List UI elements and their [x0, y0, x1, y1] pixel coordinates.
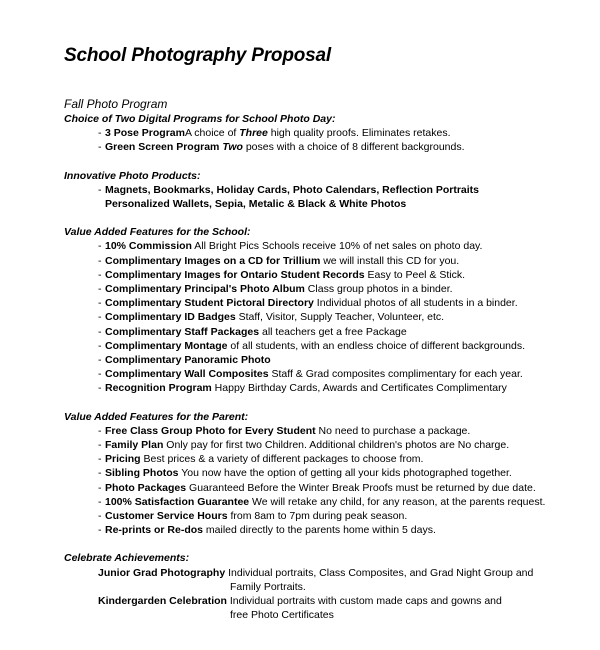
list-item: - Recognition Program Happy Birthday Cards, Awards and Certificates Complimentary: [98, 382, 507, 395]
item-term: Family Plan: [105, 439, 164, 452]
item-term: Complimentary Principal's Photo Album: [105, 283, 305, 296]
parent-features-list: [64, 424, 584, 538]
item-description: from 8am to 7pm during peak season.: [227, 510, 408, 523]
list-item: - Re-prints or Re-dos mailed directly to the parents home within 5 days.: [98, 524, 436, 537]
item-term: 10% Commission: [105, 240, 192, 253]
item-term: Free Class Group Photo for Every Student: [105, 424, 316, 437]
achievements-list: [64, 566, 584, 623]
item-term: Green Screen Program: [105, 141, 220, 154]
item-term: 3 Pose Program: [105, 127, 185, 140]
item-description: No need to purchase a package.: [315, 424, 471, 437]
list-item: - Photo Packages Guaranteed Before the Winter Break Proofs must be returned by due date.: [98, 481, 536, 494]
item-description: Individual portraits, Class Composites, and Grad Night Group and: [225, 566, 534, 579]
school-features-list: [64, 239, 584, 395]
item-description: Individual photos of all students in a binder.: [313, 297, 518, 310]
item-term: Complimentary Images on a CD for Trillium: [105, 254, 321, 267]
item-term: Complimentary Student Pictoral Directory: [105, 297, 314, 310]
item-term: Recognition Program: [105, 382, 212, 395]
list-item: - 10% Commission All Bright Pics Schools receive 10% of net sales on photo day.: [98, 240, 483, 253]
list-item: - Complimentary Student Pictoral Directory Individual photos of all students in a binder.: [98, 297, 518, 310]
item-description: Staff, Visitor, Supply Teacher, Volunteer, etc.: [235, 311, 445, 324]
parent-features-heading: Value Added Features for the Parent:: [64, 410, 249, 423]
list-item: - Complimentary Images for Ontario Student Records Easy to Peel & Stick.: [98, 268, 466, 281]
item-term: Complimentary ID Badges: [105, 311, 236, 324]
item-term: Complimentary Montage: [105, 339, 228, 352]
item-term: Pricing: [105, 453, 141, 466]
achievements-heading: Celebrate Achievements:: [64, 552, 190, 565]
list-item: - 3 Pose ProgramA choice of Three high quality proofs. Eliminates retakes.: [98, 127, 451, 140]
list-item: - Complimentary Montage of all students, with an endless choice of different backgrounds.: [98, 339, 526, 352]
list-item: - Customer Service Hours from 8am to 7pm during peak season.: [98, 510, 408, 523]
item-description-continuation: free Photo Certificates: [230, 609, 334, 622]
item-description: All Bright Pics Schools receive 10% of net sales on photo day.: [191, 240, 483, 253]
item-description: of all students, with an endless choice of different backgrounds.: [227, 339, 526, 352]
list-item: - Complimentary Principal's Photo Album Class group photos in a binder.: [98, 283, 453, 296]
item-term: Sibling Photos: [105, 467, 179, 480]
item-term: Complimentary Wall Composites: [105, 368, 269, 381]
item-description: Easy to Peel & Stick.: [364, 268, 466, 281]
achievement-item: [64, 594, 584, 622]
list-item: - Sibling Photos You now have the option of getting all your kids photographed together.: [98, 467, 512, 480]
achievement-item: [64, 566, 584, 594]
item-term: Kindergarden Celebration: [98, 595, 227, 608]
list-item-continuation: Personalized Wallets, Sepia, Metalic & Black & White Photos: [105, 198, 407, 211]
item-description: all teachers get a free Package: [259, 325, 407, 338]
list-item: - Green Screen Program Two poses with a choice of 8 different backgrounds.: [98, 141, 465, 154]
item-term: Complimentary Panoramic Photo: [105, 354, 271, 367]
list-item: - Complimentary Panoramic Photo: [98, 354, 271, 367]
list-item: - Complimentary Wall Composites Staff & Grad composites complimentary for each year.: [98, 368, 523, 381]
item-description: Guaranteed Before the Winter Break Proofs must be returned by due date.: [186, 481, 536, 494]
list-item: - Magnets, Bookmarks, Holiday Cards, Photo Calendars, Reflection Portraits: [98, 183, 480, 196]
item-description: You now have the option of getting all your kids photographed together.: [178, 467, 512, 480]
item-description: Best prices & a variety of different packages to choose from.: [140, 453, 424, 466]
item-description: Staff & Grad composites complimentary for each year.: [268, 368, 523, 381]
list-item: - Complimentary Staff Packages all teachers get a free Package: [98, 325, 407, 338]
list-item: - Free Class Group Photo for Every Student No need to purchase a package.: [98, 424, 471, 437]
item-term: Complimentary Images for Ontario Student Records: [105, 268, 365, 281]
item-term: Complimentary Staff Packages: [105, 325, 260, 338]
list-item: - 100% Satisfaction Guarantee We will retake any child, for any reason, at the parents request.: [98, 495, 546, 508]
school-features-heading: Value Added Features for the School:: [64, 226, 251, 239]
item-term: Junior Grad Photography: [98, 566, 226, 579]
item-description: Only pay for first two Children. Additional children's photos are No charge.: [163, 439, 510, 452]
proposal-body: [64, 97, 584, 623]
item-description-continuation: Family Portraits.: [230, 580, 306, 593]
item-term: Photo Packages: [105, 481, 187, 494]
page-title: School Photography Proposal: [64, 45, 331, 66]
item-description: we will install this CD for you.: [320, 254, 460, 267]
item-description: Happy Birthday Cards, Awards and Certificates Complimentary: [211, 382, 507, 395]
list-item: - Complimentary ID Badges Staff, Visitor, Supply Teacher, Volunteer, etc.: [98, 311, 445, 324]
list-item: - Family Plan Only pay for first two Children. Additional children's photos are No charge.: [98, 439, 510, 452]
program-heading: Fall Photo Program: [64, 97, 168, 111]
item-term: Customer Service Hours: [105, 510, 228, 523]
digital-programs-heading: Choice of Two Digital Programs for School Photo Day:: [64, 113, 336, 125]
list-item: - Pricing Best prices & a variety of different packages to choose from.: [98, 453, 424, 466]
item-description: Class group photos in a binder.: [304, 283, 453, 296]
list-item: - Complimentary Images on a CD for Trillium we will install this CD for you.: [98, 254, 460, 267]
item-description: Individual portraits with custom made caps and gowns and: [226, 595, 502, 608]
item-term: Re-prints or Re-dos: [105, 524, 204, 537]
item-term: 100% Satisfaction Guarantee: [105, 495, 250, 508]
item-description: mailed directly to the parents home within 5 days.: [203, 524, 436, 537]
item-description: We will retake any child, for any reason, at the parents request.: [249, 495, 546, 508]
innovative-products-heading: Innovative Photo Products:: [64, 169, 201, 182]
